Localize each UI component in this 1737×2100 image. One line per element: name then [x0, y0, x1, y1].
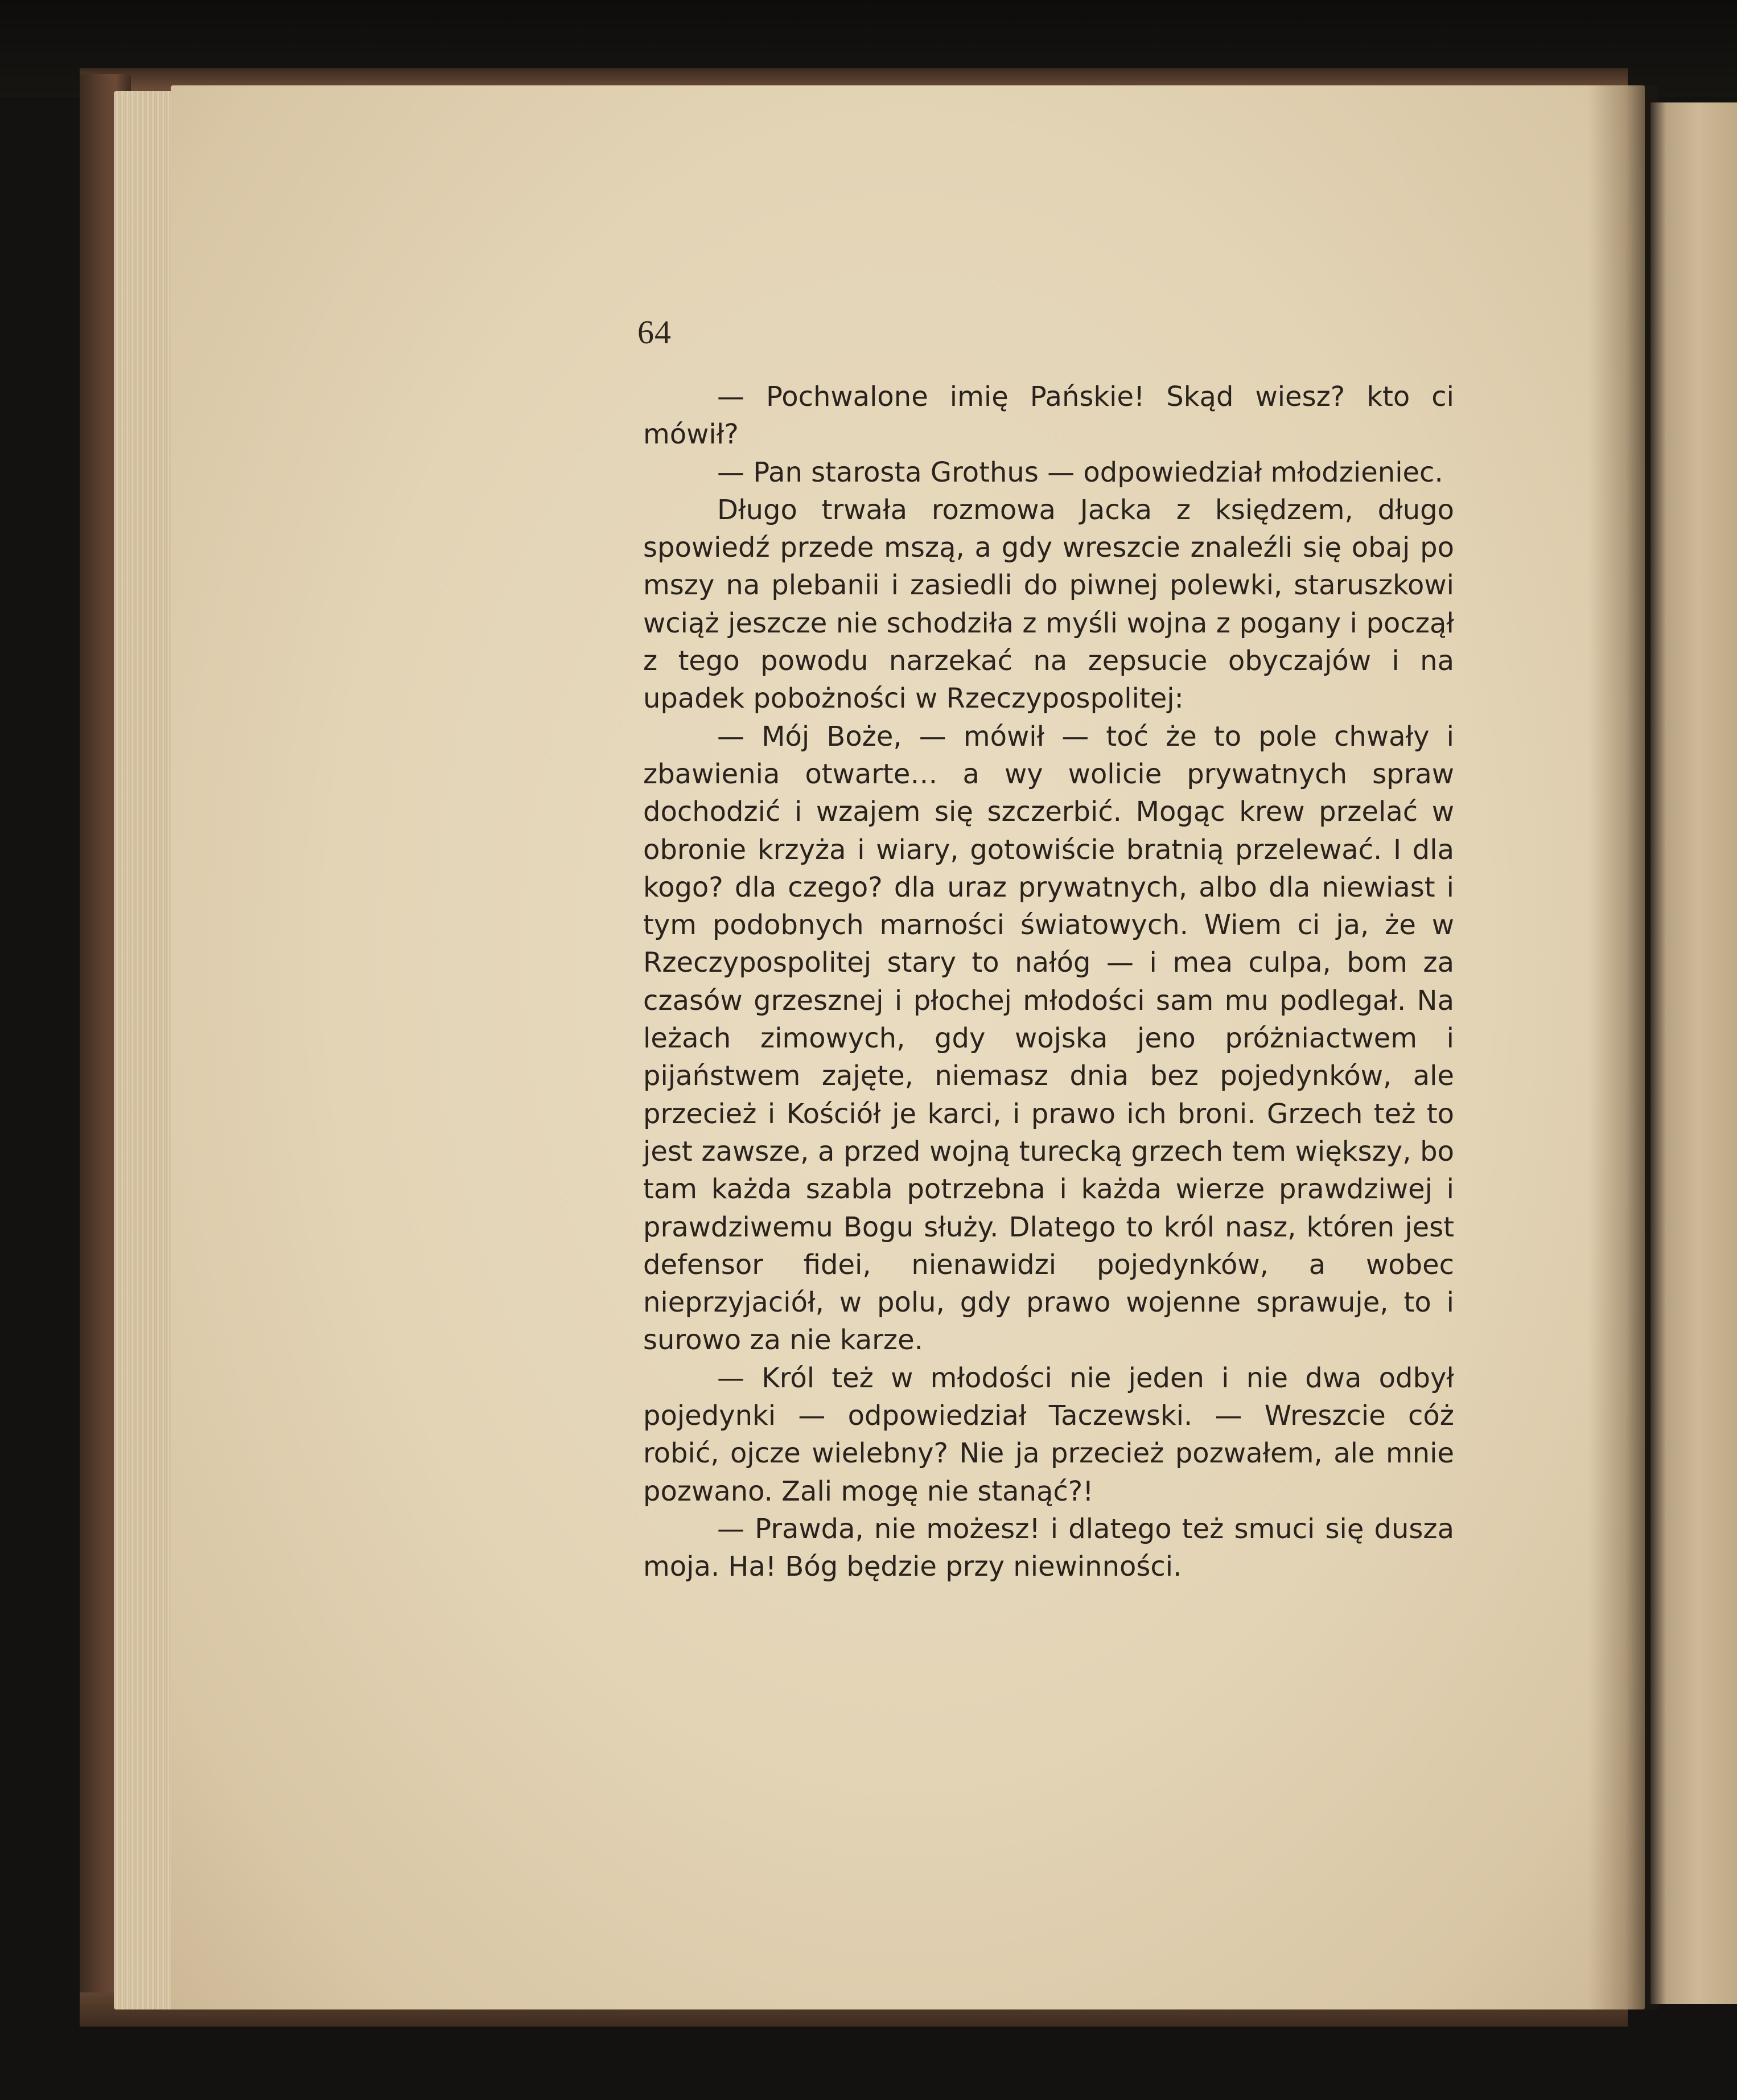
paragraph: — Pochwalone imię Pańskie! Skąd wiesz? kto ci mówił? [643, 381, 1454, 451]
stacked-page-edges [114, 91, 176, 2009]
paragraph: Długo trwała rozmowa Jacka z księdzem, długo spowiedź przede mszą, a gdy wreszcie znaleźli się obaj po mszy na plebanii i zasiedli do piwnej polewki, staruszkowi wciąż jeszcze nie schodziła z myśli wojna z pogany i począł z tego powodu narzekać na zepsucie obyczajów i na upadek pobożności w Rzeczypospolitej: [643, 494, 1454, 715]
page-gutter-shadow [1588, 85, 1650, 2009]
page-number: 64 [637, 314, 672, 351]
paragraph: — Prawda, nie możesz! i dlatego też smuci się dusza moja. Ha! Bóg będzie przy niewinności. [643, 1513, 1454, 1583]
paragraph: — Mój Boże, — mówił — toć że to pole chwały i zbawienia otwarte… a wy wolicie prywatnych spraw dochodzić i wzajem się szczerbić. Mogąc krew przelać w obronie krzyża i wiary, gotowiście bratnią przelewać. I dla kogo? dla czego? dla uraz prywatnych, albo dla niewiast i tym podobnych marności światowych. Wiem ci ja, że w Rzeczypospolitej stary to nałóg — i mea culpa, bom za czasów grzesznej i płochej młodości sam mu podlegał. Na leżach zimowych, gdy wojska jeno próżniactwem i pijaństwem zajęte, niemasz dnia bez pojedynków, ale przecież i Kościół je karci, i prawo ich broni. Grzech też to jest zawsze, a przed wojną turecką grzech tem większy, bo tam każda szabla potrzebna i każda wierze prawdziwej i prawdziwemu Bogu służy. Dlatego to król nasz, któren jest defensor fidei, nienawidzi pojedynków, a wobec nieprzyjaciół, w polu, gdy prawo wojenne sprawuje, to i surowo za nie karze. [643, 720, 1454, 1357]
paragraph: — Pan starosta Grothus — odpowiedział młodzieniec. [717, 456, 1443, 488]
paragraph: — Król też w młodości nie jeden i nie dwa odbył pojedynki — odpowiedział Taczewski. — Wreszcie cóż robić, ojcze wielebny? Nie ja przecież pozwałem, ale mnie pozwano. Zali mogę nie stanąć?! [643, 1362, 1454, 1507]
page-text [643, 378, 1454, 1586]
facing-page-edge [1650, 102, 1737, 2004]
